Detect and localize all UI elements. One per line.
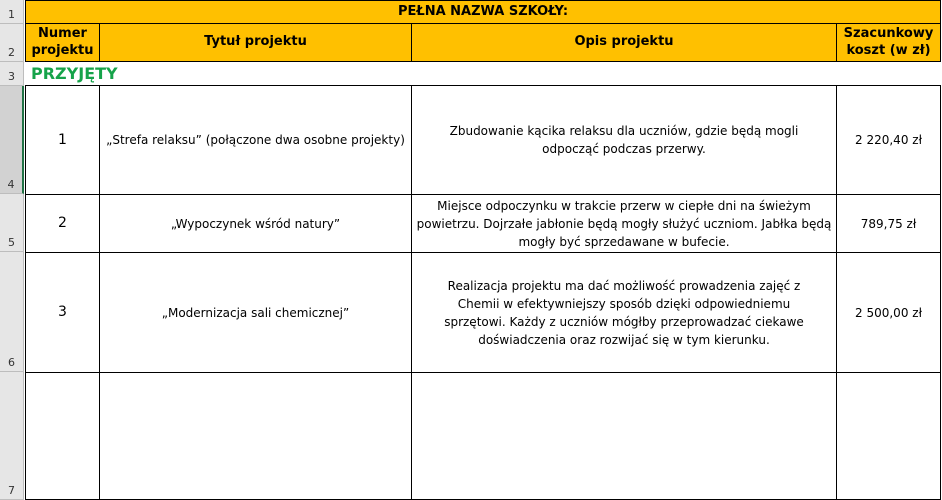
status-accepted[interactable]: PRZYJĘTY <box>25 62 941 86</box>
project-3-number[interactable]: 3 <box>25 252 100 373</box>
header-project-title[interactable]: Tytuł projektu <box>99 23 412 62</box>
row-header-6[interactable]: 6 <box>0 252 24 372</box>
project-3-cost[interactable]: 2 500,00 zł <box>836 252 941 373</box>
project-2-title[interactable]: „Wypoczynek wśród natury” <box>99 194 412 253</box>
row-header-3[interactable]: 3 <box>0 62 24 86</box>
row-header-5[interactable]: 5 <box>0 194 24 252</box>
project-1-title[interactable]: „Strefa relaksu” (połączone dwa osobne projekty) <box>99 85 412 195</box>
school-name-header[interactable]: PEŁNA NAZWA SZKOŁY: <box>25 0 941 24</box>
project-1-number[interactable]: 1 <box>25 85 100 195</box>
project-2-number[interactable]: 2 <box>25 194 100 253</box>
header-project-number[interactable]: Numer projektu <box>25 23 100 62</box>
row-header-4[interactable]: 4 <box>0 86 24 194</box>
empty-cost-cell[interactable] <box>836 372 941 500</box>
project-3-description[interactable]: Realizacja projektu ma dać możliwość prowadzenia zajęć z Chemii w efektywniejszy sposób dzięki odpowiedniemu sprzętowi. Każdy z uczniów mógłby przeprowadzać ciekawe doświadczenia oraz rozwijać się w tym kierunku. <box>411 252 837 373</box>
empty-description-cell[interactable] <box>411 372 837 500</box>
header-estimated-cost[interactable]: Szacunkowy koszt (w zł) <box>836 23 941 62</box>
project-1-description[interactable]: Zbudowanie kącika relaksu dla uczniów, gdzie będą mogli odpocząć podczas przerwy. <box>411 85 837 195</box>
empty-number-cell[interactable] <box>25 372 100 500</box>
project-3-title[interactable]: „Modernizacja sali chemicznej” <box>99 252 412 373</box>
header-project-description[interactable]: Opis projektu <box>411 23 837 62</box>
project-2-cost[interactable]: 789,75 zł <box>836 194 941 253</box>
project-1-cost[interactable]: 2 220,40 zł <box>836 85 941 195</box>
row-header-7[interactable]: 7 <box>0 372 24 500</box>
row-header-2[interactable]: 2 <box>0 24 24 62</box>
empty-title-cell[interactable] <box>99 372 412 500</box>
row-header-1[interactable]: 1 <box>0 0 24 24</box>
project-2-description[interactable]: Miejsce odpoczynku w trakcie przerw w ciepłe dni na świeżym powietrzu. Dojrzałe jabłonie będą mogły służyć uczniom. Jabłka będą mogły być sprzedawane w bufecie. <box>411 194 837 253</box>
